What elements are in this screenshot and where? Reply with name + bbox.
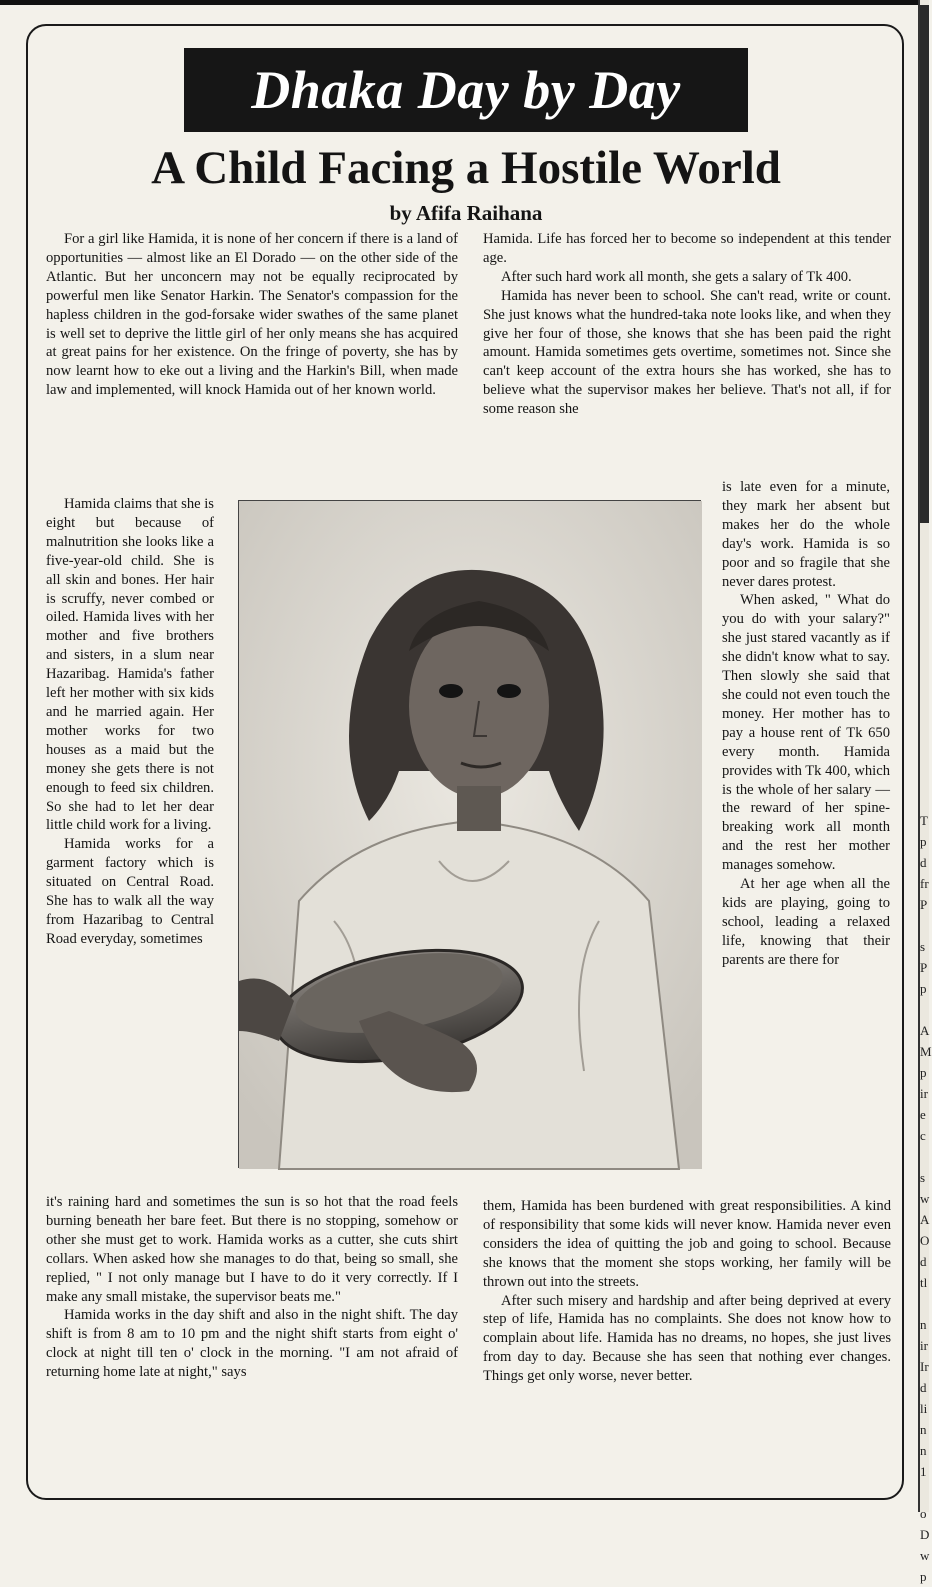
photo-illustration xyxy=(239,501,702,1169)
adjacent-column-letter: p xyxy=(920,1569,927,1584)
column-1-narrow xyxy=(46,495,214,949)
adjacent-column-letter: d xyxy=(920,1254,927,1269)
paragraph-money: When asked, " What do you do with your salary?" she just stared vacantly as if she didn't know what to say. Then slowly she said that she could not even touch the money. Her mother has to pay a house rent of Tk 650 every month. Hamida provides with Tk 400, which is the whole of her salary — the reward of her spine-breaking work all month and the rest her mother manages somehow. xyxy=(722,592,890,874)
adjacent-column-letter: fr xyxy=(920,876,929,891)
adjacent-column-letter: w xyxy=(920,1548,930,1563)
paragraph-burden: them, Hamida has been burdened with great responsibilities. A kind of responsibility that some kids will never know. Hamida never even considers the idea of quitting the job and going to school. Because she knows that the moment she stops working, her family will be thrown out into the streets. xyxy=(483,1198,891,1290)
adjacent-column-letter: n xyxy=(920,1443,927,1458)
adjacent-column-letter: o xyxy=(920,1506,927,1521)
column-1-top xyxy=(46,230,458,400)
photo-hamida xyxy=(238,500,701,1168)
adjacent-column-letter: p xyxy=(920,1065,927,1080)
paragraph-age-kids: At her age when all the kids are playing, going to school, leading a relaxed life, knowing that their parents are there for xyxy=(722,876,890,968)
adjacent-column-letter: M xyxy=(920,1044,932,1059)
column-2-narrow xyxy=(722,478,890,970)
adjacent-column-letter: s xyxy=(920,939,926,954)
adjacent-column-letter: e xyxy=(920,1107,926,1122)
adjacent-column-letter: d xyxy=(920,1380,927,1395)
adjacent-column-letter xyxy=(920,1146,929,1167)
paragraph-cutter: it's raining hard and sometimes the sun is so hot that the road feels burning beneath her bare feet. But there is no stopping, somehow or other she must get to work. Hamida works as a cutter, she cuts shirt collars. When asked how she manages to do that, being so small, she replied, " I not only manage but I have to do it very correctly. If I make any small mistake, the supervisor beats me." xyxy=(46,1194,458,1305)
byline: by Afifa Raihana xyxy=(389,201,543,225)
adjacent-column-letter: A xyxy=(920,1023,930,1038)
adjacent-column-letter: A xyxy=(920,1212,930,1227)
adjacent-column-letter: P xyxy=(920,897,928,912)
adjacent-column-letter: T xyxy=(920,813,928,828)
paragraph-misery: After such misery and hardship and after being deprived at every step of life, Hamida has no complaints. She does not know how to complain about life. Hamida has no dreams, no hopes, she just lives from day to day. Because she has seen that nothing ever changes. Things get only worse, never better. xyxy=(483,1292,891,1385)
paragraph-shifts: Hamida works in the day shift and also in the night shift. The day shift is from 8 am to 10 pm and the night shift starts from eight o' clock at night till ten o' clock in the morning. "I am not afraid of returning home late at night," says xyxy=(46,1307,458,1381)
paragraph-independent: Hamida. Life has forced her to become so independent at this tender age. xyxy=(483,231,891,266)
paragraph-salary: After such hard work all month, she gets a salary of Tk 400. xyxy=(501,268,852,285)
adjacent-column-letter xyxy=(920,999,929,1020)
adjacent-column-letter: w xyxy=(920,1191,930,1206)
adjacent-column-letter: O xyxy=(920,1233,930,1248)
paragraph-late: is late even for a minute, they mark her absent but makes her do the whole day's work. Hamida is so poor and so fragile that she never dares protest. xyxy=(722,479,890,590)
adjacent-column-letter xyxy=(920,1482,929,1503)
adjacent-column-letter: 1 xyxy=(920,1464,927,1479)
adjacent-column-letter: ir xyxy=(920,1338,928,1353)
adjacent-column-letter: p xyxy=(920,981,927,996)
paragraph-factory: Hamida works for a garment factory which is situated on Central Road. She has to walk all the way from Hazaribag to Central Road everyday, sometimes xyxy=(46,836,214,947)
adjacent-column-letter xyxy=(920,1293,929,1314)
column-2-bottom xyxy=(483,1197,891,1386)
adjacent-column-text xyxy=(920,810,932,1587)
adjacent-column-letter xyxy=(920,915,929,936)
masthead-banner: Dhaka Day by Day xyxy=(184,48,748,132)
adjacent-column-letter: n xyxy=(920,1317,927,1332)
adjacent-column-letter: n xyxy=(920,1422,927,1437)
adjacent-column-letter: c xyxy=(920,1128,926,1143)
adjacent-column-letter: d xyxy=(920,855,927,870)
column-1-bottom xyxy=(46,1193,458,1382)
adjacent-column-letter: p xyxy=(920,834,927,849)
headline: A Child Facing a Hostile World xyxy=(151,142,781,194)
paragraph-age: Hamida claims that she is eight but because of malnutrition she looks like a five-year-old child. She is all skin and bones. Her hair is scruffy, never combed or oiled. Hamida lives with her mother and five brothers and sisters, in a slum near Hazaribag. Hamida's father left her mother with six kids and he married again. Her mother works for two houses as a maid but the money she gets there is not enough to feed six children. So she had to let her dear little child work for a living. xyxy=(46,496,214,834)
adjacent-column-letter: D xyxy=(920,1527,930,1542)
adjacent-column-letter: Ir xyxy=(920,1359,929,1374)
adjacent-photo xyxy=(920,5,929,523)
top-rule xyxy=(0,0,929,5)
adjacent-column-letter: li xyxy=(920,1401,928,1416)
adjacent-column-letter: s xyxy=(920,1170,926,1185)
column-2-top xyxy=(483,230,891,419)
adjacent-column-letter: tl xyxy=(920,1275,928,1290)
paragraph-school: Hamida has never been to school. She can't read, write or count. She just knows what the hundred-taka note looks like, and when they give her four of those, she knows that she has been paid the right amount. Hamida sometimes gets overtime, sometimes not. Since she can't keep account of the extra hours she has worked, she has to believe what the supervisor makes her believe. That's not all, if for some reason she xyxy=(483,287,891,418)
paragraph-intro: For a girl like Hamida, it is none of her concern if there is a land of opportunities — almost like an El Dorado — on the other side of the Atlantic. But her unconcern may not be equally reciprocated by powerful men like Senator Harkin. The Senator's compassion for the hapless children in the god-forsake wider swathes of the same planet is well set to deprive the little girl of her only means she has acquired at great pains for her existence. On the fringe of poverty, she has by now learnt how to eke out a living and the Harkin's Bill, when made law and implemented, will knock Hamida out of her known world. xyxy=(46,231,458,399)
adjacent-column-letter: P xyxy=(920,960,928,975)
adjacent-column-letter: ir xyxy=(920,1086,928,1101)
